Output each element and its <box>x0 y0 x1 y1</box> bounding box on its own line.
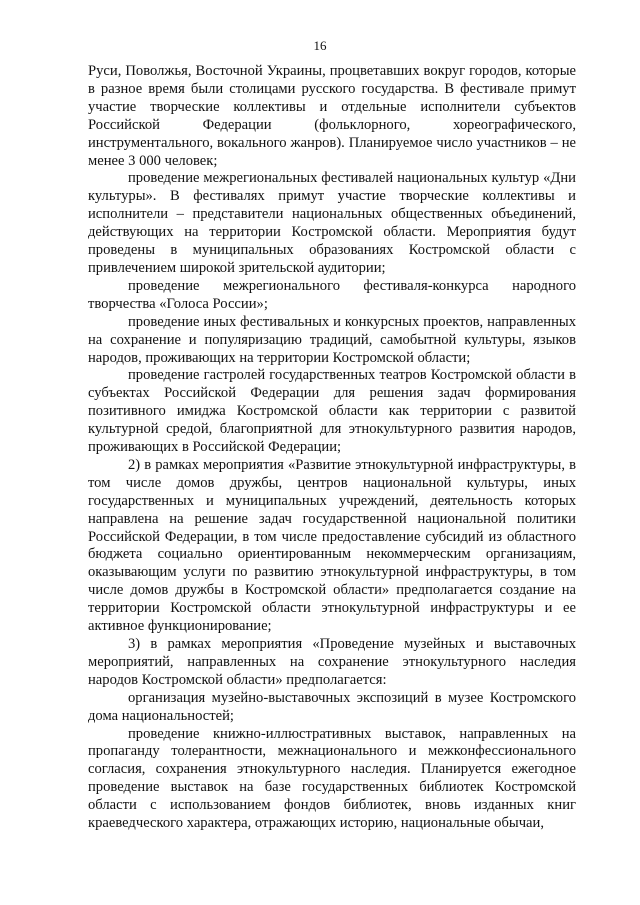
paragraph-other-festival-projects: проведение иных фестивальных и конкурсных проектов, направленных на сохранение и популяризацию традиций, самобытной культуры, языков народов, проживающих на территории Костромской области; <box>88 313 576 366</box>
paragraph-voices-of-russia: проведение межрегионального фестиваля-конкурса народного творчества «Голоса России»; <box>88 277 576 312</box>
paragraph-continuation: Руси, Поволжья, Восточной Украины, процветавших вокруг городов, которые в разное время были столицами русского государства. В фестивале примут участие творческие коллективы и отдельные исполнители субъектов Российской Федерации (фольклорного, хореографического, инструментального, вокального жанров). Планируемое число участников – не менее 3 000 человек; <box>88 63 576 169</box>
paragraph-item-2-infrastructure: 2) в рамках мероприятия «Развитие этнокультурной инфраструктуры, в том числе домов дружбы, центров национальной культуры, иных государственных и муниципальных учреждений, деятельность которых направлена на решение задач государственной национальной политики Российской Федерации, в том числе предоставление субсидий из областного бюджета социально ориентированным некоммерческим организациям, оказывающим услуги по развитию этнокультурной инфраструктуры, в том числе домов дружбы в Костромской области» предполагается создание на территории Костромской области этнокультурной инфраструктуры и ее активное функционирование; <box>88 456 576 635</box>
paragraph-item-3-museum-events: 3) в рамках мероприятия «Проведение музейных и выставочных мероприятий, направленных на сохранение этнокультурного наследия народов Костромской области» предполагается: <box>88 636 576 688</box>
page-number: 16 <box>313 38 327 53</box>
paragraph-book-exhibitions: проведение книжно-иллюстративных выставок, направленных на пропаганду толерантности, межнационального и межконфессионального согласия, сохранения этнокультурного наследия. Планируется ежегодное проведение выставок на базе государственных библиотек Костромской области с использованием фондов библиотек, вновь изданных книг краеведческого характера, отражающих историю, национальные обычаи, <box>88 725 576 832</box>
document-body <box>88 63 576 833</box>
paragraph-museum-expositions: организация музейно-выставочных экспозиций в музее Костромского дома национальностей; <box>88 689 576 724</box>
paragraph-interregional-festivals: проведение межрегиональных фестивалей национальных культур «Дни культуры». В фестивалях примут участие творческие коллективы и исполнители – представители национальных общественных объединений, действующих на территории Костромской области. Мероприятия будут проведены в муниципальных образованиях Костромской области с привлечением широкой зрительской аудитории; <box>88 170 576 276</box>
paragraph-theatre-tours: проведение гастролей государственных театров Костромской области в субъектах Российской Федерации для решения задач формирования позитивного имиджа Костромской области как территории с развитой культурной средой, благоприятной для этнокультурного развития народов, проживающих в Российской Федерации; <box>88 367 576 456</box>
